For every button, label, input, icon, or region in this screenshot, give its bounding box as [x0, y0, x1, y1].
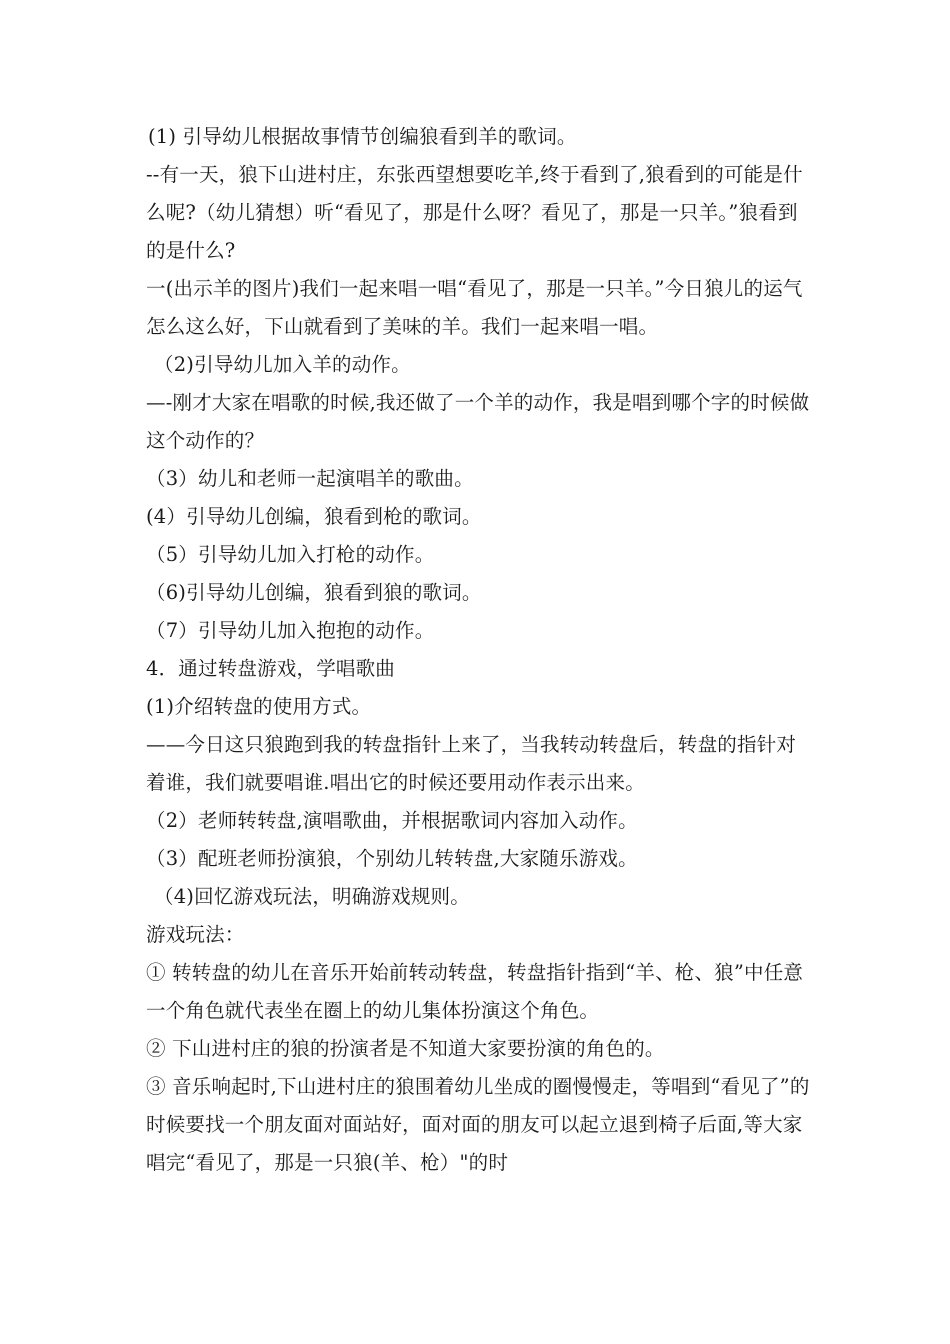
document-body: [146, 118, 814, 1182]
paragraph-story-prompt: --有一天，狼下山进村庄，东张西望想要吃羊,终于看到了,狼看到的可能是什么呢?（幼儿猜想）听“看见了，那是什么呀？看见了，那是一只羊。”狼看到的是什么?: [146, 163, 803, 262]
paragraph-step-2: （2)引导幼儿加入羊的动作。: [154, 353, 411, 376]
paragraph-turntable-explain: ——今日这只狼跑到我的转盘指针上来了，当我转动转盘后，转盘的指针对着谁，我们就要唱谁.唱出它的时候还要用动作表示出来。: [146, 733, 797, 794]
paragraph-action-question: —-刚才大家在唱歌的时候,我还做了一个羊的动作，我是唱到哪个字的时候做这个动作的？: [146, 391, 810, 452]
section-heading-4: 4．通过转盘游戏，学唱歌曲: [146, 657, 396, 680]
game-rule-3: ③ 音乐响起时,下山进村庄的狼围着幼儿坐成的圈慢慢走，等唱到“看见了”的时候要找一个朋友面对面站好，面对面的朋友可以起立退到椅子后面,等大家唱完“看见了，那是一只狼(羊、枪）"的时: [146, 1075, 810, 1174]
paragraph-teacher-spin: （2）老师转转盘,演唱歌曲，并根据歌词内容加入动作。: [146, 809, 638, 832]
paragraph-step-3: （3）幼儿和老师一起演唱羊的歌曲。: [146, 467, 474, 490]
paragraph-step-4: (4）引导幼儿创编，狼看到枪的歌词。: [146, 505, 482, 528]
paragraph-step-7: （7）引导幼儿加入抱抱的动作。: [146, 619, 435, 642]
game-rule-1: ① 转转盘的幼儿在音乐开始前转动转盘，转盘指针指到“羊、枪、狼”中任意一个角色就代表坐在圈上的幼儿集体扮演这个角色。: [146, 961, 804, 1022]
paragraph-sheep-picture: 一(出示羊的图片)我们一起来唱一唱“看见了，那是一只羊。”今日狼儿的运气怎么这么好，下山就看到了美味的羊。我们一起来唱一唱。: [146, 277, 803, 338]
paragraph-turntable-intro: (1)介绍转盘的使用方式。: [146, 695, 372, 718]
game-rules-heading: 游戏玩法：: [146, 923, 245, 946]
paragraph-recall-rules: （4)回忆游戏玩法，明确游戏规则。: [154, 885, 470, 908]
paragraph-step-6: （6)引导幼儿创编，狼看到狼的歌词。: [146, 581, 482, 604]
paragraph-step-5: （5）引导幼儿加入打枪的动作。: [146, 543, 435, 566]
paragraph-assistant-wolf: （3）配班老师扮演狼，个别幼儿转转盘,大家随乐游戏。: [146, 847, 638, 870]
game-rule-2: ② 下山进村庄的狼的扮演者是不知道大家要扮演的角色的。: [146, 1037, 665, 1060]
paragraph-step-1: (1) 引导幼儿根据故事情节创编狼看到羊的歌词。: [148, 125, 577, 148]
